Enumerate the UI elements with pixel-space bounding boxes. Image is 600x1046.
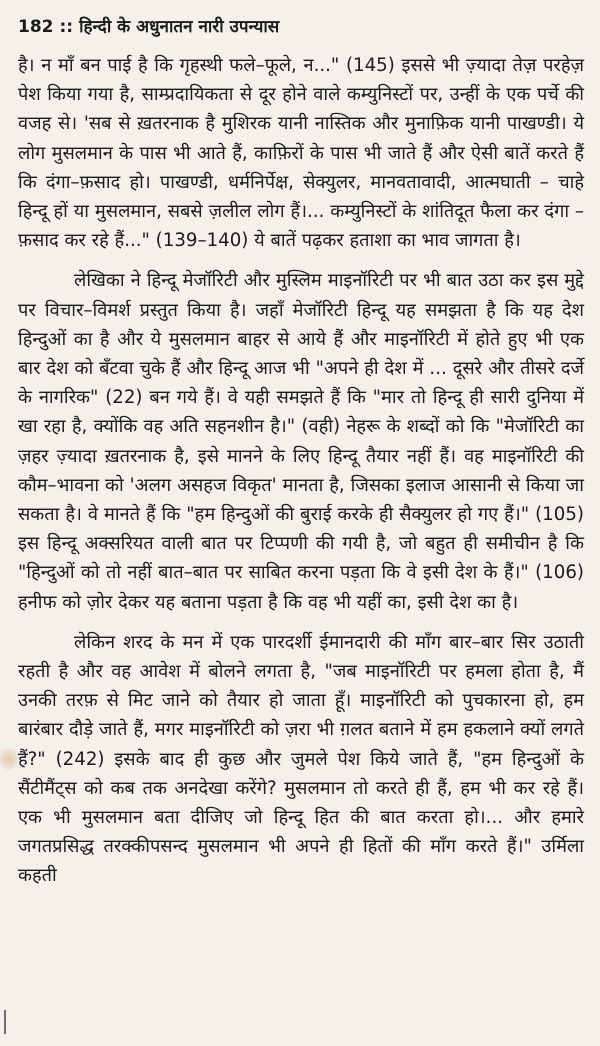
paragraph-continuation: है। न माँ बन पाई है कि गृहस्थी फले–फूले, न..." (145) इससे भी ज़्यादा तेज़ परहेज़ पेश किया गया है, साम्प्रदायिकता से दूर होने वाले कम्युनिस्टों पर, उन्हीं के एक पर्चे की वजह से। 'सब से ख़तरनाक है मुशिरक यानी नास्तिक और मुनाफ़िक यानी पाखण्डी। ये लोग मुसलमान के पास भी आते हैं, काफ़िरों के पास भी जाते हैं और ऐसी बातें करते हैं कि दंगा–फ़साद हो। पाखण्डी, धर्मनिर्पेक्ष, सेक्युलर, मानवतावादी, आत्मघाती – चाहे हिन्दू हों या मुसलमान, सबसे ज़लील लोग हैं।... कम्युनिस्टों के शांतिदूत फैला कर दंगा – फ़साद कर रहे हैं..." (139–140) ये बातें पढ़कर हताशा का भाव जागता है। (18, 55, 584, 252)
page-number: 182 (18, 17, 54, 37)
book-title: हिन्दी के अधुनातन नारी उपन्यास (79, 17, 280, 37)
margin-mark (4, 1010, 6, 1034)
body-text (18, 51, 584, 891)
page-stain (0, 748, 18, 770)
paragraph-majority-minority: लेखिका ने हिन्दू मेजॉरिटी और मुस्लिम माइनॉरिटी पर भी बात उठा कर इस मुद्दे पर विचार–विमर्श प्रस्तुत किया है। जहाँ मेजॉरिटी हिन्दू यह समझता है कि यह देश हिन्दुओं का है और ये मुसलमान बाहर से आये हैं और माइनॉरिटी में होते हुए भी एक बार देश को बँटवा चुके हैं और हिन्दू आज भी "अपने ही देश में ... दूसरे और तीसरे दर्जे के नागरिक" (22) बन गये हैं। वे यही समझते हैं कि "मार तो हिन्दू ही सारी दुनिया में खा रहा है, क्योंकि वह अति सहनशीन है।" (वही) नेहरू के शब्दों को कि "मेजॉरिटी का ज़हर ज़्यादा ख़तरनाक है, इसे मानने के लिए हिन्दू तैयार नहीं हैं। वह माइनॉरिटी की कौम–भावना को 'अलग असहज विकृत' मानता है, जिसका इलाज आसानी से किया जा सकता है। वे मानते हैं कि "हम हिन्दुओं की बुराई करके ही सैक्युलर हो गए हैं।" (105) इस हिन्दू अक्सरियत वाली बात पर टिप्पणी की गयी है, जो बहुत ही समीचीन है कि "हिन्दुओं को तो नहीं बात–बात पर साबित करना पड़ता कि वे इसी देश के हैं।" (106) हनीफ को ज़ोर देकर यह बताना पड़ता है कि वह भी यहीं का, इसी देश का है। (18, 270, 584, 613)
header-separator: :: (59, 17, 74, 37)
running-header (18, 14, 584, 37)
paragraph-sharad: लेकिन शरद के मन में एक पारदर्शी ईमानदारी की माँग बार–बार सिर उठाती रहती है और वह आवेश में बोलने लगता है, "जब माइनॉरिटी पर हमला होता है, मैं उनकी तरफ़ से मिट जाने को तैयार हो जाता हूँ। माइनॉरिटी को पुचकारना हो, हम बारंबार दौड़े जाते हैं, मगर माइनॉरिटी को ज़रा भी ग़लत बताने में हम हकलाने क्यों लगते हैं?" (242) इसके बाद ही कुछ और जुमले पेश किये जाते हैं, "हम हिन्दुओं के सैंटीमैंट्स को कब तक अनदेखा करेंगे? मुसलमान तो करते ही हैं, हम भी कर रहे हैं। एक भी मुसलमान बता दीजिए जो हिन्दू हित की बात करता हो।... और हमारे जगतप्रसिद्ध तरक्कीपसन्द मुसलमान भी अपने ही हितों की माँग करते हैं।" उर्मिला कहती (18, 631, 584, 887)
